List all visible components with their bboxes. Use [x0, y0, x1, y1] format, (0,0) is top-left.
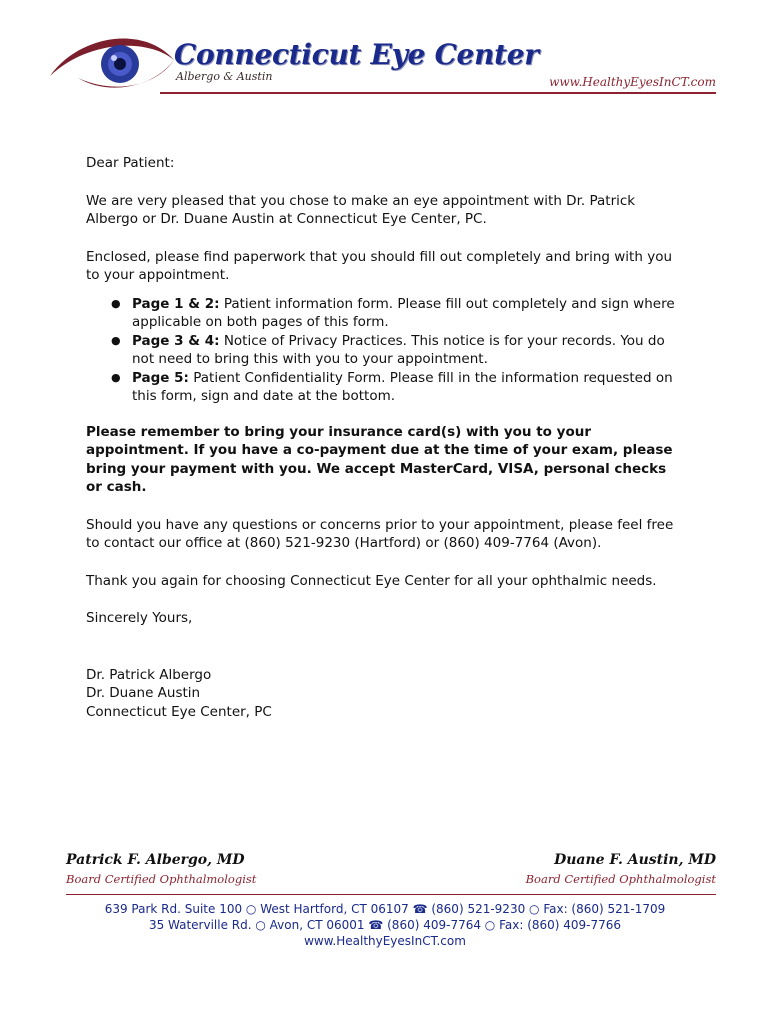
doctor-name: Duane F. Austin, MD: [554, 852, 716, 868]
doctor-left: [66, 852, 256, 886]
signature-line: Dr. Patrick Albergo: [86, 666, 212, 683]
list-item: [86, 332, 676, 369]
list-item: [86, 369, 676, 406]
footer-address: [0, 901, 770, 949]
eye-logo-icon: [48, 26, 178, 98]
brand-name: Connecticut Eye Center: [174, 38, 539, 71]
footer-website-link[interactable]: www.HealthyEyesInCT.com: [304, 934, 466, 948]
list-item-label: Page 5:: [132, 369, 189, 386]
list-item-label: Page 1 & 2:: [132, 295, 220, 312]
closing: Sincerely Yours,: [86, 610, 193, 626]
signature-line: Connecticut Eye Center, PC: [86, 703, 272, 720]
doctor-title: Board Certified Ophthalmologist: [525, 872, 716, 886]
contact-paragraph: Should you have any questions or concerns prior to your appointment, please feel free to contact our office at (860) 521-9230 (Hartford) or (860) 409-7764 (Avon).: [86, 516, 674, 551]
letterhead: [0, 0, 770, 110]
signature-line: Dr. Duane Austin: [86, 685, 201, 701]
thank-you-paragraph: Thank you again for choosing Connecticut Eye Center for all your ophthalmic needs.: [86, 572, 657, 589]
doctor-title: Board Certified Ophthalmologist: [66, 872, 257, 886]
doctor-name: Patrick F. Albergo, MD: [66, 852, 245, 868]
enclosed-paragraph: Enclosed, please find paperwork that you should fill out completely and bring with you to your appointment.: [86, 248, 673, 283]
salutation: Dear Patient:: [86, 155, 175, 171]
paperwork-list: [86, 295, 676, 406]
insurance-reminder: Please remember to bring your insurance card(s) with you to your appointment. If you have a co-payment due at the time of your exam, please bring your payment with you. We accept MasterCard, VISA, personal checks or cash.: [86, 423, 673, 495]
footer-divider: [66, 894, 716, 895]
address-avon: 35 Waterville Rd. ○ Avon, CT 06001 ☎ (860) 409-7764 ○ Fax: (860) 409-7766: [148, 918, 622, 932]
address-hartford: 639 Park Rd. Suite 100 ○ West Hartford, CT 06107 ☎ (860) 521-9230 ○ Fax: (860) 521-1709: [104, 902, 666, 916]
doctor-right: [526, 852, 716, 886]
bullet-icon: ●: [111, 333, 121, 347]
list-item-text: Patient information form. Please fill out completely and sign where applicable on both pages of this form.: [132, 295, 675, 330]
list-item-text: Notice of Privacy Practices. This notice is for your records. You do not need to bring this with you to your appointment.: [132, 332, 665, 367]
header-website-link[interactable]: www.HealthyEyesInCT.com: [549, 75, 716, 89]
intro-paragraph: We are very pleased that you chose to make an eye appointment with Dr. Patrick Albergo or Dr. Duane Austin at Connecticut Eye Center, PC.: [86, 192, 636, 227]
bullet-icon: ●: [111, 296, 121, 310]
signature-block: [86, 666, 676, 722]
bullet-icon: ●: [111, 370, 121, 384]
header-divider: [160, 92, 716, 94]
list-item-label: Page 3 & 4:: [132, 332, 220, 349]
brand-subtitle: Albergo & Austin: [176, 70, 273, 83]
list-item: [86, 295, 676, 332]
letter-body: [86, 154, 676, 721]
list-item-text: Patient Confidentiality Form. Please fill in the information requested on this form, sign and date at the bottom.: [132, 369, 673, 404]
